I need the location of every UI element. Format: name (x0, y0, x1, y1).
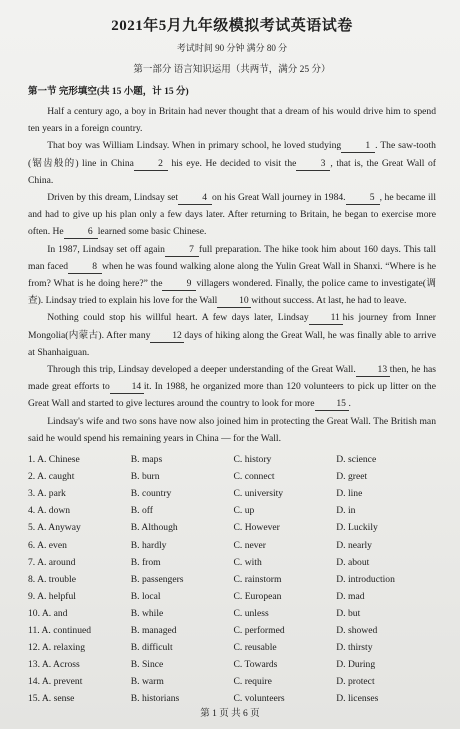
option-row-1 (28, 451, 436, 468)
option-5-C[interactable]: C. However (233, 522, 280, 534)
blank-13[interactable]: 13 (356, 364, 390, 377)
blank-2[interactable]: 2 (134, 158, 168, 171)
option-1-D[interactable]: D. science (336, 454, 377, 466)
option-7-A[interactable]: 7. A. around (28, 556, 76, 568)
option-14-C[interactable]: C. require (233, 676, 272, 688)
option-4-B[interactable]: B. off (130, 505, 153, 517)
option-9-B[interactable]: B. local (130, 590, 161, 602)
option-row-9 (28, 588, 436, 605)
blank-3[interactable]: 3 (296, 158, 330, 171)
option-2-D[interactable]: D. greet (336, 471, 368, 483)
option-12-C[interactable]: C. reusable (233, 642, 277, 654)
option-7-C[interactable]: C. with (233, 556, 262, 568)
option-3-C[interactable]: C. university (233, 488, 284, 500)
option-6-C[interactable]: C. never (233, 539, 267, 551)
option-14-B[interactable]: B. warm (130, 676, 164, 688)
option-7-D[interactable]: D. about (336, 556, 370, 568)
blank-1[interactable]: 1 (341, 140, 375, 153)
option-row-2 (28, 468, 436, 485)
option-row-11 (28, 622, 436, 639)
option-1-A[interactable]: 1. A. Chinese (28, 454, 80, 466)
passage-text: on his Great Wall journey in 1984. (212, 192, 346, 204)
option-8-C[interactable]: C. rainstorm (233, 573, 282, 585)
option-2-B[interactable]: B. burn (130, 471, 160, 483)
blank-5[interactable]: 5 (346, 192, 380, 205)
option-11-D[interactable]: D. showed (336, 625, 378, 637)
cloze-passage (28, 103, 436, 447)
option-1-B[interactable]: B. maps (130, 454, 163, 466)
blank-15[interactable]: 15 (315, 398, 349, 411)
option-5-D[interactable]: D. Luckily (336, 522, 378, 534)
paragraph (28, 137, 436, 189)
passage-text: , that is, the Great Wall of China. (28, 157, 436, 186)
blank-14[interactable]: 14 (110, 381, 144, 394)
option-row-8 (28, 571, 436, 588)
paragraph (28, 189, 436, 241)
option-13-C[interactable]: C. Towards (233, 659, 278, 671)
option-10-C[interactable]: C. unless (233, 607, 269, 619)
section-heading: 第一节 完形填空(共 15 小题，计 15 分) (28, 87, 189, 97)
option-6-B[interactable]: B. hardly (130, 539, 167, 551)
option-8-D[interactable]: D. introduction (336, 573, 395, 585)
option-row-10 (28, 605, 436, 622)
option-row-7 (28, 554, 436, 571)
exam-title: 2021年5月九年级模拟考试英语试卷 (111, 18, 353, 34)
paragraph (28, 361, 436, 413)
option-10-A[interactable]: 10. A. and (28, 607, 68, 619)
option-13-D[interactable]: D. During (336, 659, 376, 671)
option-8-B[interactable]: B. passengers (130, 573, 184, 585)
option-4-A[interactable]: 4. A. down (28, 505, 71, 517)
blank-9[interactable]: 9 (162, 278, 196, 291)
option-row-13 (28, 656, 436, 673)
paragraph (28, 309, 436, 361)
passage-text: Nothing could stop his willful heart. A few days later, Lindsay (47, 312, 309, 324)
passage-text: , he became ill and had to give up his plan only a few days later. After returning to Britain, he began to exercise more often. He (28, 192, 436, 238)
blank-4[interactable]: 4 (178, 192, 212, 205)
option-15-D[interactable]: D. licenses (336, 693, 379, 705)
exam-info: 考试时间 90 分钟 满分 80 分 (176, 43, 288, 53)
option-2-C[interactable]: C. connect (233, 471, 275, 483)
option-12-B[interactable]: B. difficult (130, 642, 173, 654)
passage-text: That boy was William Lindsay. When in primary school, he loved studying (47, 140, 342, 152)
option-11-B[interactable]: B. managed (130, 625, 177, 637)
option-3-A[interactable]: 3. A. park (28, 488, 66, 500)
paragraph (28, 103, 436, 137)
blank-6[interactable]: 6 (64, 226, 98, 239)
passage-text: days of hiking along the Great Wall, he was finally able to arrive at Shanhaiguan. (28, 329, 436, 358)
passage-text: In 1987, Lindsay set off again (47, 243, 165, 255)
option-row-3 (28, 485, 436, 502)
option-15-C[interactable]: C. volunteers (233, 693, 285, 705)
option-15-A[interactable]: 15. A. sense (28, 693, 75, 705)
option-11-C[interactable]: C. performed (233, 625, 285, 637)
passage-text: without success. At last, he had to leave. (251, 295, 407, 307)
passage-text: . (348, 398, 351, 410)
option-3-D[interactable]: D. line (336, 488, 363, 500)
option-5-A[interactable]: 5. A. Anyway (28, 522, 81, 534)
blank-11[interactable]: 11 (309, 312, 343, 325)
option-row-14 (28, 673, 436, 690)
option-6-D[interactable]: D. nearly (336, 539, 372, 551)
blank-7[interactable]: 7 (165, 244, 199, 257)
passage-text: his journey from Inner Mongolia(内蒙古). After many (28, 312, 436, 341)
option-14-D[interactable]: D. protect (336, 676, 375, 688)
passage-text: his eye. He decided to visit the (167, 157, 297, 169)
passage-text: Half a century ago, a boy in Britain had never thought that a dream of his would drive him to spend ten years in a foreign country. (28, 106, 436, 135)
part-heading: 第一部分 语言知识运用（共两节，满分 25 分） (133, 65, 331, 75)
option-8-A[interactable]: 8. A. trouble (28, 573, 76, 585)
option-9-C[interactable]: C. European (233, 590, 282, 602)
option-10-B[interactable]: B. while (130, 607, 164, 619)
passage-text: full preparation. The hike took him about 160 days. This tall man faced (28, 243, 436, 272)
option-12-A[interactable]: 12. A. relaxing (28, 642, 86, 654)
option-6-A[interactable]: 6. A. even (28, 539, 67, 551)
option-10-D[interactable]: D. but (336, 607, 361, 619)
option-row-12 (28, 639, 436, 656)
passage-text: it. In 1988, he organized more than 120 volunteers to pick up litter on the Great Wall and started to give lectures around the country to look for more (28, 381, 436, 410)
option-3-B[interactable]: B. country (130, 488, 172, 500)
option-4-C[interactable]: C. up (233, 505, 255, 517)
passage-text: villagers wondered. Finally, the police came to investigate(调查). Lindsay tried to explain his love for the Wall (28, 278, 437, 307)
option-row-6 (28, 537, 436, 554)
passage-text: Through this trip, Lindsay developed a deeper understanding of the Great Wall. (47, 364, 356, 376)
page-number: 第 1 页 共 6 页 (200, 709, 260, 719)
answer-options (28, 451, 436, 707)
option-1-C[interactable]: C. history (233, 454, 272, 466)
passage-text: when he was found walking alone along the Yulin Great Wall in Shanxi. “Where is he from? What is he doing here?” the (28, 260, 436, 290)
passage-text: then, he has made great efforts to (28, 364, 436, 393)
passage-text: . The saw-tooth (锯齿般的) line in China (28, 140, 436, 169)
passage-text: Lindsay's wife and two sons have now also joined him in protecting the Great Wall. The British man said he would spend his remaining years in China — for the Wall. (28, 415, 436, 444)
option-4-D[interactable]: D. in (336, 505, 356, 517)
option-12-D[interactable]: D. thirsty (336, 642, 373, 654)
option-2-A[interactable]: 2. A. caught (28, 471, 75, 483)
option-14-A[interactable]: 14. A. prevent (28, 676, 83, 688)
option-13-B[interactable]: B. Since (130, 659, 164, 671)
paragraph (28, 413, 436, 447)
blank-10[interactable]: 10 (217, 295, 251, 308)
blank-8[interactable]: 8 (68, 261, 102, 274)
option-7-B[interactable]: B. from (130, 556, 161, 568)
passage-text: Driven by this dream, Lindsay set (47, 192, 179, 204)
option-row-5 (28, 519, 436, 536)
option-15-B[interactable]: B. historians (130, 693, 180, 705)
option-11-A[interactable]: 11. A. continued (28, 625, 92, 637)
paragraph (28, 241, 436, 310)
option-row-4 (28, 502, 436, 519)
option-13-A[interactable]: 13. A. Across (28, 659, 80, 671)
blank-12[interactable]: 12 (150, 330, 184, 343)
option-9-D[interactable]: D. mad (336, 590, 365, 602)
passage-text: learned some basic Chinese. (97, 226, 207, 238)
option-5-B[interactable]: B. Although (130, 522, 178, 534)
option-9-A[interactable]: 9. A. helpful (28, 590, 76, 602)
